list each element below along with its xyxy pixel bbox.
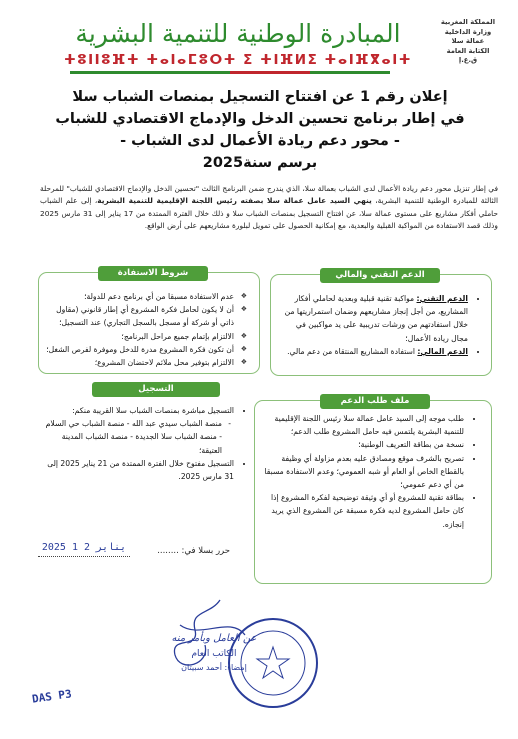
conditions-heading: شروط الاستفادة: [98, 266, 208, 281]
ministry-line: الكتابة العامة: [446, 46, 490, 55]
signature-line-1: عن العامل وبأمر منه: [171, 633, 257, 644]
dossier-heading: ملف طلب الدعم: [320, 394, 430, 409]
ministry-line: ق.ع.إ: [458, 56, 478, 64]
support-list: [280, 292, 480, 358]
title-line: - محور دعم ريادة الأعمال لدى الشباب -: [120, 133, 400, 149]
registration-item: [42, 404, 234, 457]
stamp-seal-icon: [225, 615, 321, 711]
initiative-logo-arabic: المبادرة الوطنية للتنمية البشرية: [75, 19, 401, 48]
condition-item: ❖ أن لا يكون لحامل فكرة المشروع أي إطار قانوني (مقاول ذاتي أو شركة أو مسجل بالسجل التجاري) عند التسجيل؛: [44, 303, 236, 329]
intro-paragraph: [40, 183, 498, 232]
dossier-list: [262, 412, 476, 531]
registration-item: • التسجيل مفتوح خلال الفترة الممتدة من 21 يناير 2025 إلى 31 مارس 2025.: [42, 457, 234, 483]
support-tech-text: مواكبة تقنية قبلية وبعدية لحاملي أفكار المشاريع، من أجل إنجاز مشاريعهم وضمان استمراريتها من خلال استفادتهم من ورشات تدريبية على يد مواكبين في مجال ريادة الأعمال؛: [284, 294, 468, 343]
support-tech-label: الدعم التقني:: [416, 294, 468, 303]
title-line: برسم سنة2025: [202, 155, 318, 171]
dossier-item: • تصريح بالشرف موقع ومصادق عليه بعدم مزاولة أي وظيفة بالقطاع الخاص أو العام أو شبه العمومي؛ وعدم الاستفادة مسبقا من أي دعم عمومي؛: [262, 452, 464, 492]
official-stamp: [225, 615, 321, 711]
condition-item: ❖ الالتزام بتوفير محل ملائم لاحتضان المشروع؛: [44, 356, 236, 369]
logo-underline-accent: [230, 71, 310, 74]
ministry-line: المملكة المغربية: [440, 18, 496, 26]
ministry-line: عمالة سلا: [451, 37, 485, 45]
support-tech-item: [280, 292, 468, 345]
condition-item: ❖ عدم الاستفادة مسبقا من أي برنامج دعم للدولة؛: [44, 290, 236, 303]
registration-list: [42, 404, 246, 483]
conditions-list: [44, 290, 248, 369]
date-value: 2025 يناير 2 1: [38, 542, 130, 557]
signature-line-2: الكاتب العام: [191, 649, 237, 659]
support-heading: الدعم التقني والمالي: [320, 268, 440, 283]
support-fin-label: الدعم المالي:: [417, 346, 468, 356]
das-stamp-text: DAS P3: [31, 687, 73, 706]
registration-item-text: التسجيل مباشرة بمنصات الشباب سلا القريبة منكم:: [72, 406, 234, 415]
signature-line-3: إمضاء: أحمد سبيتان: [181, 663, 247, 672]
condition-item: ❖ الالتزام بإتمام جميع مراحل البرنامج؛: [44, 330, 236, 343]
condition-item: ❖ أن تكون فكرة المشروع مدرة للدخل وموفرة لفرص الشغل؛: [44, 343, 236, 356]
dossier-item: • نسخة من بطاقة التعريف الوطنية؛: [262, 438, 464, 451]
dossier-item: • بطاقة تقنية للمشروع أو أي وثيقة توضيحية لفكرة المشروع إذا كان حامل المشروع لديه فكرة مسبقة عن المشروع الذي يريد إنجازه.: [262, 491, 464, 531]
support-fin-text: استفادة المشاريع المنتقاة من دعم مالي.: [287, 346, 418, 356]
title-line: في إطار برنامج تحسين الدخل والإدماج الاقتصادي للشباب: [55, 111, 465, 127]
initiative-logo-tifinagh: ⵜⵓⵏⵏⵓⴼⵜ ⵜⴰⵏⴰⵎⵓⵔⵜ ⵉ ⵜⵏⴼⵍⵉ ⵜⴰⵏⴼⴳⴰⵏⵜ: [63, 52, 413, 68]
intro-bold-text: ينهي السيد عامل عمالة سلا بصفته رئيس اللجنة الإقليمية للتنمية البشرية: [97, 196, 372, 206]
registration-sub-item: - منصة الشباب سيدي عبد الله - منصة الشباب حي السلام - منصة الشباب سلا الجديدة - منصة الشباب المدينة العتيقة؛: [42, 417, 222, 457]
intro-text-continued: ، إلى علم الشباب حاملي أفكار مشاريع على مستوى عمالة سلا، عن افتتاح التسجيل بمنصات الشباب سلا و ذلك خلال الفترة الممتدة من 17 يناير إلى 31 مارس 2025 وذلك قصد الاستفادة من المواكبة القبلية والبعدية، مع إمكانية الحصول على تمويل لبلورة مشاريعهم على أرض الواقع.: [40, 196, 498, 230]
ministry-line: وزارة الداخلية: [444, 27, 492, 36]
ministry-header: [432, 18, 504, 66]
date-label: حرر بسلا في: ........: [157, 546, 230, 556]
registration-heading: التسجيل: [92, 382, 220, 397]
title-line: إعلان رقم 1 عن افتتاح التسجيل بمنصات الشباب سلا: [72, 89, 448, 105]
announcement-title: [40, 86, 480, 174]
support-fin-item: [280, 345, 468, 358]
dossier-item: • طلب موجه إلى السيد عامل عمالة سلا رئيس اللجنة الإقليمية للتنمية البشرية يلتمس فيه حامل المشروع طلب الدعم؛: [262, 412, 464, 438]
intro-text: في إطار تنزيل محور دعم ريادة الأعمال لدى الشباب بعمالة سلا، الذي يندرج ضمن البرنامج الثالث "تحسين الدخل والإدماج الاقتصادي للشباب" للمرحلة الثالثة للمبادرة الوطنية للتنمية البشرية،: [40, 184, 499, 206]
